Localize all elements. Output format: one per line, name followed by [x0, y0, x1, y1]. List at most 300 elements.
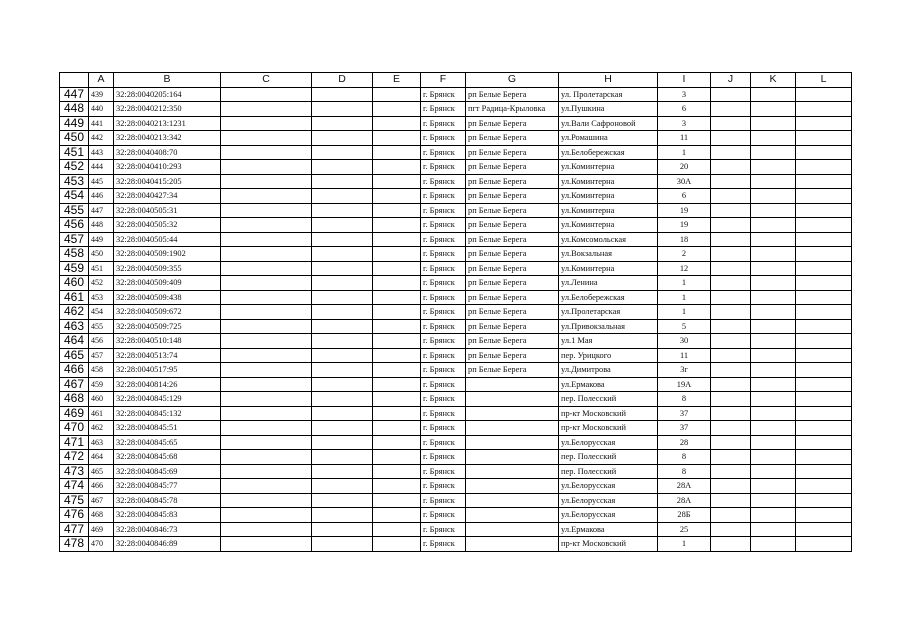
table-row — [60, 334, 852, 349]
cell-d — [312, 479, 373, 494]
cell-i: 11 — [658, 131, 711, 146]
cell-h: ул.Белорусская — [559, 493, 658, 508]
cell-e — [373, 493, 421, 508]
cell-l — [796, 276, 852, 291]
cell-c — [221, 174, 312, 189]
cell-h: ул.Ленина — [559, 276, 658, 291]
cell-a: 460 — [89, 392, 114, 407]
cell-f: г. Брянск — [421, 218, 466, 233]
row-number-cell: 451 — [60, 145, 89, 160]
cell-k — [751, 363, 796, 378]
cell-a: 445 — [89, 174, 114, 189]
column-header-row — [60, 73, 852, 88]
cell-c — [221, 247, 312, 262]
table-row — [60, 131, 852, 146]
cell-f: г. Брянск — [421, 435, 466, 450]
row-number-cell: 463 — [60, 319, 89, 334]
table-row — [60, 247, 852, 262]
cell-i: 6 — [658, 102, 711, 117]
cell-a: 469 — [89, 522, 114, 537]
cell-d — [312, 290, 373, 305]
cell-i: 1 — [658, 305, 711, 320]
cell-h: ул.Белобережская — [559, 145, 658, 160]
cell-l — [796, 319, 852, 334]
cell-h: пер. Урицкого — [559, 348, 658, 363]
column-header-j: J — [711, 73, 751, 88]
cell-a: 468 — [89, 508, 114, 523]
cell-c — [221, 450, 312, 465]
cell-i: 37 — [658, 406, 711, 421]
cell-d — [312, 392, 373, 407]
cell-a: 454 — [89, 305, 114, 320]
cell-j — [711, 363, 751, 378]
table-row — [60, 508, 852, 523]
cell-c — [221, 87, 312, 102]
cell-d — [312, 508, 373, 523]
cell-j — [711, 421, 751, 436]
cell-g — [466, 464, 559, 479]
cell-l — [796, 189, 852, 204]
cell-b: 32:28:0040509:409 — [114, 276, 221, 291]
cell-f: г. Брянск — [421, 421, 466, 436]
cell-i: 19А — [658, 377, 711, 392]
cell-c — [221, 392, 312, 407]
cell-d — [312, 160, 373, 175]
cell-b: 32:28:0040517:95 — [114, 363, 221, 378]
table-row — [60, 160, 852, 175]
cell-g — [466, 435, 559, 450]
cell-a: 443 — [89, 145, 114, 160]
cell-k — [751, 87, 796, 102]
cell-i: 2 — [658, 247, 711, 262]
cell-g — [466, 508, 559, 523]
cell-k — [751, 131, 796, 146]
cell-l — [796, 334, 852, 349]
cell-b: 32:28:0040845:65 — [114, 435, 221, 450]
cell-g: рп Белые Берега — [466, 218, 559, 233]
cell-j — [711, 348, 751, 363]
cell-e — [373, 131, 421, 146]
column-header-d: D — [312, 73, 373, 88]
table-row — [60, 493, 852, 508]
cell-e — [373, 537, 421, 552]
cell-d — [312, 232, 373, 247]
column-header-k: K — [751, 73, 796, 88]
row-number-cell: 466 — [60, 363, 89, 378]
cell-l — [796, 203, 852, 218]
cell-a: 465 — [89, 464, 114, 479]
cell-k — [751, 334, 796, 349]
cell-f: г. Брянск — [421, 537, 466, 552]
row-number-cell: 457 — [60, 232, 89, 247]
cell-a: 470 — [89, 537, 114, 552]
cell-h: ул.Димитрова — [559, 363, 658, 378]
cell-b: 32:28:0040845:77 — [114, 479, 221, 494]
cell-b: 32:28:0040845:132 — [114, 406, 221, 421]
cell-a: 456 — [89, 334, 114, 349]
cell-k — [751, 377, 796, 392]
row-number-cell: 452 — [60, 160, 89, 175]
table-row — [60, 435, 852, 450]
cell-e — [373, 348, 421, 363]
cell-j — [711, 276, 751, 291]
column-header-e: E — [373, 73, 421, 88]
cell-a: 458 — [89, 363, 114, 378]
cell-f: г. Брянск — [421, 247, 466, 262]
cell-l — [796, 131, 852, 146]
cell-l — [796, 247, 852, 262]
cell-l — [796, 363, 852, 378]
cell-d — [312, 363, 373, 378]
cell-b: 32:28:0040205:164 — [114, 87, 221, 102]
cell-b: 32:28:0040509:438 — [114, 290, 221, 305]
cell-i: 28Б — [658, 508, 711, 523]
cell-k — [751, 522, 796, 537]
cell-j — [711, 102, 751, 117]
cell-d — [312, 102, 373, 117]
cell-g: рп Белые Берега — [466, 290, 559, 305]
row-number-cell: 465 — [60, 348, 89, 363]
cell-f: г. Брянск — [421, 87, 466, 102]
cell-j — [711, 131, 751, 146]
cell-a: 448 — [89, 218, 114, 233]
cell-k — [751, 218, 796, 233]
cell-a: 450 — [89, 247, 114, 262]
cell-j — [711, 464, 751, 479]
cell-d — [312, 87, 373, 102]
cell-h: ул.Коминтерна — [559, 174, 658, 189]
cell-f: г. Брянск — [421, 363, 466, 378]
row-number-cell: 459 — [60, 261, 89, 276]
cell-f: г. Брянск — [421, 160, 466, 175]
cell-h: ул.Белобережская — [559, 290, 658, 305]
cell-l — [796, 261, 852, 276]
table-row — [60, 102, 852, 117]
cell-k — [751, 406, 796, 421]
cell-c — [221, 493, 312, 508]
cell-k — [751, 102, 796, 117]
cell-g: рп Белые Берега — [466, 232, 559, 247]
cell-b: 32:28:0040213:1231 — [114, 116, 221, 131]
cell-i: 8 — [658, 450, 711, 465]
row-number-cell: 461 — [60, 290, 89, 305]
table-row — [60, 479, 852, 494]
cell-k — [751, 145, 796, 160]
cell-h: ул.Ермакова — [559, 522, 658, 537]
cell-j — [711, 203, 751, 218]
cell-c — [221, 116, 312, 131]
cell-i: 6 — [658, 189, 711, 204]
cell-f: г. Брянск — [421, 319, 466, 334]
table-row — [60, 276, 852, 291]
cell-e — [373, 363, 421, 378]
cell-i: 3 — [658, 116, 711, 131]
cell-f: г. Брянск — [421, 116, 466, 131]
table-row — [60, 203, 852, 218]
cell-l — [796, 406, 852, 421]
column-header-b: B — [114, 73, 221, 88]
cell-l — [796, 290, 852, 305]
cell-d — [312, 189, 373, 204]
cell-l — [796, 435, 852, 450]
cell-f: г. Брянск — [421, 276, 466, 291]
cell-j — [711, 392, 751, 407]
cell-h: ул.1 Мая — [559, 334, 658, 349]
cell-g: рп Белые Берега — [466, 363, 559, 378]
cell-g: пгт Радица-Крыловка — [466, 102, 559, 117]
cell-c — [221, 218, 312, 233]
cell-j — [711, 87, 751, 102]
cell-c — [221, 276, 312, 291]
cell-g: рп Белые Берега — [466, 247, 559, 262]
cell-e — [373, 392, 421, 407]
cell-e — [373, 276, 421, 291]
cell-g: рп Белые Берега — [466, 334, 559, 349]
column-header-a: A — [89, 73, 114, 88]
cell-g: рп Белые Берега — [466, 261, 559, 276]
cell-g: рп Белые Берега — [466, 174, 559, 189]
cell-g: рп Белые Берега — [466, 189, 559, 204]
cell-b: 32:28:0040513:74 — [114, 348, 221, 363]
cell-a: 440 — [89, 102, 114, 117]
cell-g: рп Белые Берега — [466, 276, 559, 291]
table-row — [60, 145, 852, 160]
cell-f: г. Брянск — [421, 377, 466, 392]
cell-f: г. Брянск — [421, 232, 466, 247]
table-row — [60, 464, 852, 479]
row-number-cell: 454 — [60, 189, 89, 204]
row-number-cell: 449 — [60, 116, 89, 131]
column-header-g: G — [466, 73, 559, 88]
cell-a: 461 — [89, 406, 114, 421]
table-row — [60, 232, 852, 247]
table-row — [60, 348, 852, 363]
cell-h: пер. Полесский — [559, 450, 658, 465]
cell-f: г. Брянск — [421, 479, 466, 494]
cell-j — [711, 508, 751, 523]
cell-k — [751, 508, 796, 523]
cell-k — [751, 435, 796, 450]
cell-c — [221, 363, 312, 378]
cell-b: 32:28:0040415:205 — [114, 174, 221, 189]
cell-i: 8 — [658, 464, 711, 479]
cell-k — [751, 160, 796, 175]
cell-l — [796, 232, 852, 247]
cell-a: 459 — [89, 377, 114, 392]
cell-a: 452 — [89, 276, 114, 291]
cell-h: ул.Коминтерна — [559, 160, 658, 175]
cell-c — [221, 334, 312, 349]
cell-h: ул.Ермакова — [559, 377, 658, 392]
cell-h: пр-кт Московский — [559, 537, 658, 552]
cell-k — [751, 479, 796, 494]
cell-g: рп Белые Берега — [466, 203, 559, 218]
cell-j — [711, 261, 751, 276]
cell-e — [373, 522, 421, 537]
cell-h: пр-кт Московский — [559, 406, 658, 421]
cell-j — [711, 435, 751, 450]
cell-j — [711, 290, 751, 305]
cell-h: ул.Коминтерна — [559, 261, 658, 276]
cell-d — [312, 377, 373, 392]
cell-d — [312, 421, 373, 436]
cell-a: 449 — [89, 232, 114, 247]
cell-j — [711, 493, 751, 508]
cell-b: 32:28:0040845:69 — [114, 464, 221, 479]
cell-k — [751, 116, 796, 131]
cell-j — [711, 479, 751, 494]
cell-j — [711, 406, 751, 421]
cell-l — [796, 508, 852, 523]
cell-i: 3 — [658, 87, 711, 102]
cell-c — [221, 232, 312, 247]
cell-h: ул.Коминтерна — [559, 203, 658, 218]
table-row — [60, 537, 852, 552]
cell-i: 30 — [658, 334, 711, 349]
cell-e — [373, 334, 421, 349]
cell-c — [221, 189, 312, 204]
row-number-cell: 477 — [60, 522, 89, 537]
cell-k — [751, 247, 796, 262]
cell-g: рп Белые Берега — [466, 116, 559, 131]
row-number-cell: 474 — [60, 479, 89, 494]
cell-j — [711, 305, 751, 320]
cell-j — [711, 189, 751, 204]
cell-g: рп Белые Берега — [466, 319, 559, 334]
cell-h: ул.Пролетарская — [559, 305, 658, 320]
cell-f: г. Брянск — [421, 131, 466, 146]
cell-b: 32:28:0040505:31 — [114, 203, 221, 218]
cell-l — [796, 522, 852, 537]
cell-g — [466, 421, 559, 436]
cell-h: ул.Коминтерна — [559, 189, 658, 204]
cell-e — [373, 87, 421, 102]
cell-c — [221, 305, 312, 320]
cell-d — [312, 116, 373, 131]
cell-k — [751, 421, 796, 436]
column-header-h: H — [559, 73, 658, 88]
row-number-cell: 472 — [60, 450, 89, 465]
cell-g — [466, 406, 559, 421]
cell-f: г. Брянск — [421, 464, 466, 479]
cell-a: 467 — [89, 493, 114, 508]
cell-d — [312, 334, 373, 349]
cell-g — [466, 479, 559, 494]
cell-f: г. Брянск — [421, 261, 466, 276]
cell-b: 32:28:0040845:78 — [114, 493, 221, 508]
cell-g — [466, 522, 559, 537]
table-row — [60, 522, 852, 537]
cell-g — [466, 537, 559, 552]
row-number-cell: 468 — [60, 392, 89, 407]
cell-d — [312, 131, 373, 146]
cell-g — [466, 493, 559, 508]
cell-c — [221, 406, 312, 421]
cell-l — [796, 392, 852, 407]
cell-f: г. Брянск — [421, 406, 466, 421]
cell-a: 447 — [89, 203, 114, 218]
cell-c — [221, 508, 312, 523]
cell-e — [373, 145, 421, 160]
cell-h: пер. Полесский — [559, 464, 658, 479]
cell-d — [312, 218, 373, 233]
cell-e — [373, 319, 421, 334]
cell-d — [312, 348, 373, 363]
cell-d — [312, 537, 373, 552]
cell-b: 32:28:0040814:26 — [114, 377, 221, 392]
cell-g: рп Белые Берега — [466, 87, 559, 102]
cell-f: г. Брянск — [421, 174, 466, 189]
cell-b: 32:28:0040408:70 — [114, 145, 221, 160]
column-header-c: C — [221, 73, 312, 88]
row-number-cell: 469 — [60, 406, 89, 421]
cell-i: 1 — [658, 290, 711, 305]
cell-l — [796, 377, 852, 392]
cell-b: 32:28:0040213:342 — [114, 131, 221, 146]
cell-l — [796, 145, 852, 160]
cell-b: 32:28:0040845:51 — [114, 421, 221, 436]
cell-h: ул.Вокзальная — [559, 247, 658, 262]
cell-i: 19 — [658, 218, 711, 233]
table-row — [60, 87, 852, 102]
cell-k — [751, 464, 796, 479]
cell-a: 451 — [89, 261, 114, 276]
cell-d — [312, 319, 373, 334]
cell-b: 32:28:0040212:350 — [114, 102, 221, 117]
cell-c — [221, 377, 312, 392]
cell-j — [711, 537, 751, 552]
cell-i: 1 — [658, 276, 711, 291]
cell-h: ул. Пролетарская — [559, 87, 658, 102]
corner-cell — [60, 73, 89, 88]
cell-c — [221, 537, 312, 552]
table-row — [60, 421, 852, 436]
table-row — [60, 406, 852, 421]
cell-i: 12 — [658, 261, 711, 276]
cell-d — [312, 145, 373, 160]
cell-e — [373, 232, 421, 247]
row-number-cell: 448 — [60, 102, 89, 117]
cell-g: рп Белые Берега — [466, 305, 559, 320]
cell-f: г. Брянск — [421, 493, 466, 508]
cell-k — [751, 174, 796, 189]
cell-d — [312, 174, 373, 189]
cell-e — [373, 160, 421, 175]
cell-e — [373, 464, 421, 479]
row-number-cell: 453 — [60, 174, 89, 189]
cell-e — [373, 116, 421, 131]
table-row — [60, 290, 852, 305]
cell-h: ул.Белорусская — [559, 435, 658, 450]
cell-l — [796, 102, 852, 117]
cell-f: г. Брянск — [421, 189, 466, 204]
cell-b: 32:28:0040509:1902 — [114, 247, 221, 262]
column-header-i: I — [658, 73, 711, 88]
cell-e — [373, 406, 421, 421]
cell-g: рп Белые Берега — [466, 160, 559, 175]
cell-h: ул.Пушкина — [559, 102, 658, 117]
cell-a: 442 — [89, 131, 114, 146]
cell-h: пер. Полесский — [559, 392, 658, 407]
cell-a: 464 — [89, 450, 114, 465]
column-header-l: L — [796, 73, 852, 88]
cell-e — [373, 174, 421, 189]
cell-j — [711, 522, 751, 537]
cell-l — [796, 537, 852, 552]
cell-g — [466, 450, 559, 465]
cell-c — [221, 319, 312, 334]
cell-h: ул.Ромашина — [559, 131, 658, 146]
